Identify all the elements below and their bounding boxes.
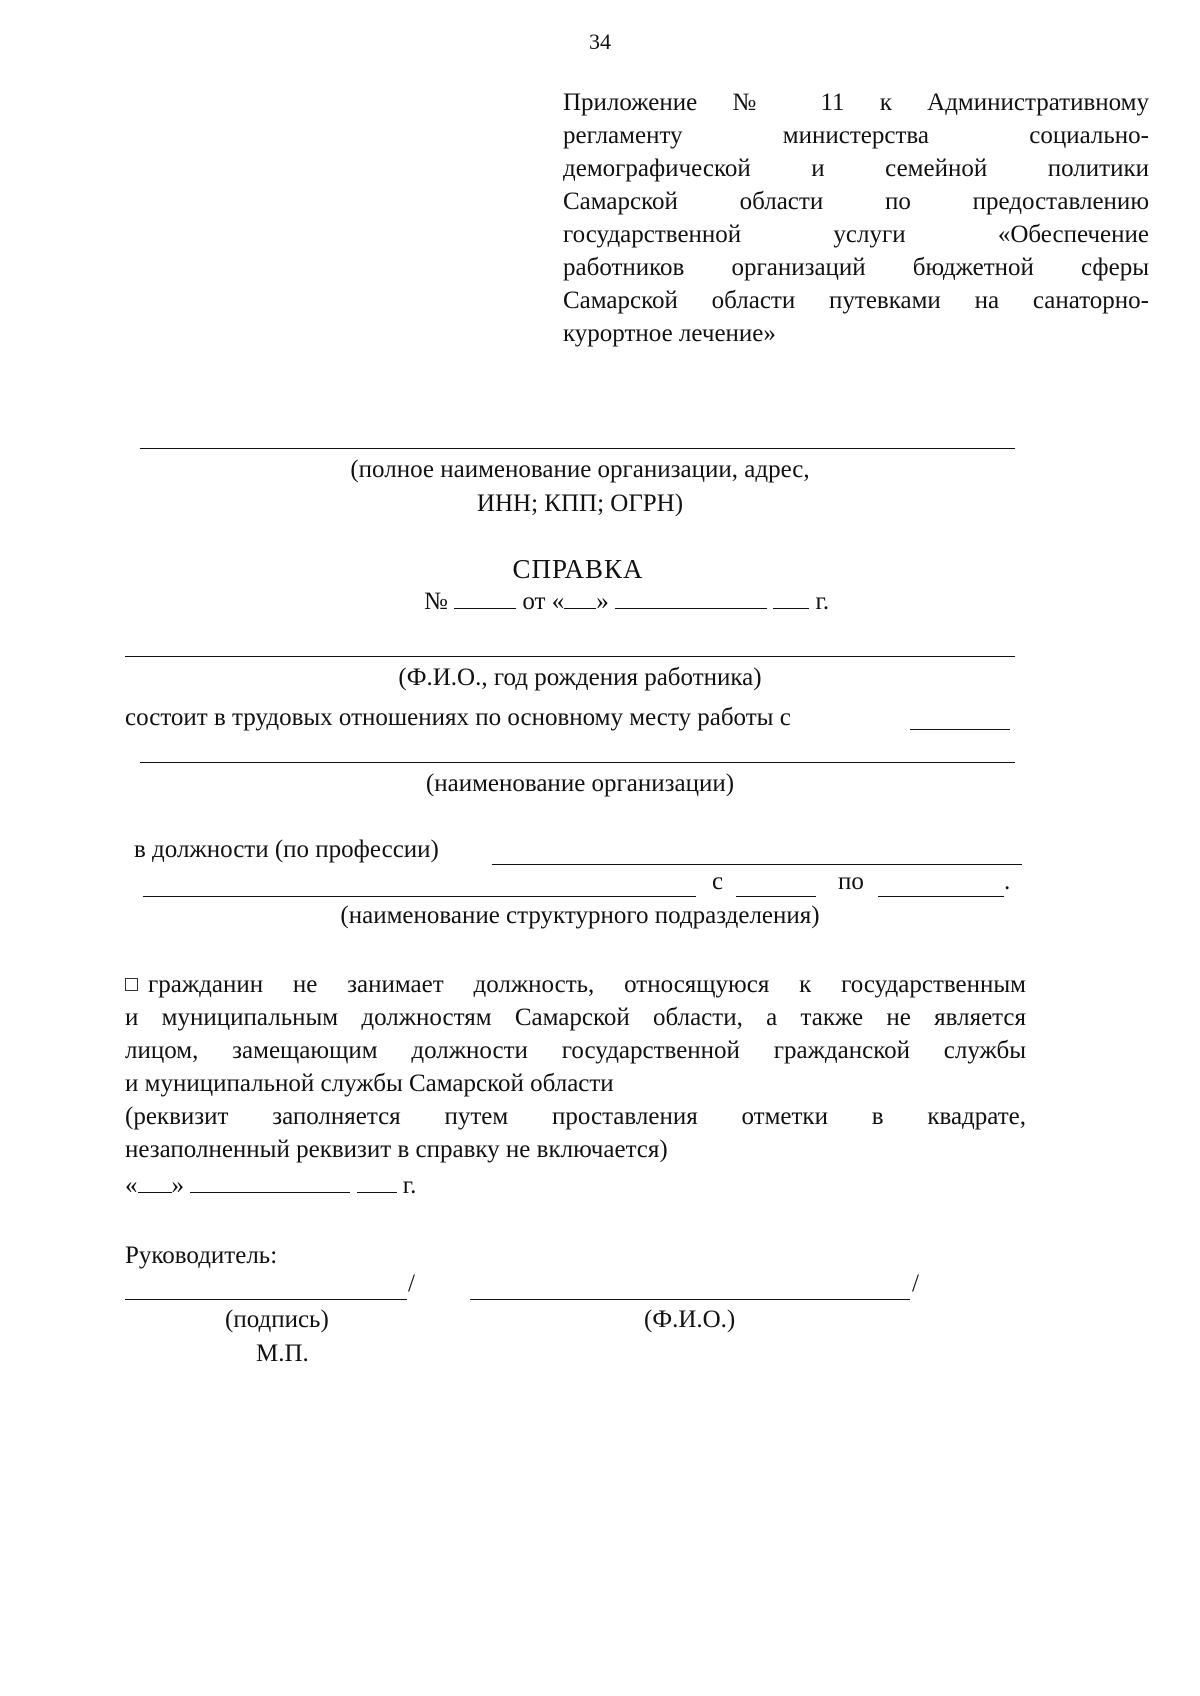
employment-text: состоит в трудовых отношениях по основному месту работы с (125, 704, 791, 731)
month-field[interactable] (615, 586, 767, 609)
org-caption-line2: ИНН; КПП; ОГРН) (476, 490, 684, 517)
stamp-label: М.П. (256, 1340, 309, 1367)
signature-caption: (подпись) (225, 1306, 329, 1333)
appendix-line: курортное лечение» (563, 320, 776, 347)
declaration-paragraph (125, 968, 1026, 1166)
from-label: от « (522, 588, 565, 615)
number-date-line (424, 586, 924, 618)
declaration-text: гражданин не занимает должность, относящуюся к государственным (148, 971, 1026, 998)
org-name-field-line[interactable] (140, 762, 1015, 763)
appendix-line: Самарской области путевками на санаторно- (563, 287, 1149, 314)
division-caption: (наименование структурного подразделения) (340, 902, 820, 929)
date-year-field[interactable] (357, 1170, 397, 1193)
fio-field-line[interactable] (125, 656, 1015, 657)
period-from-field[interactable] (736, 896, 816, 897)
period-from-label: с (712, 868, 724, 895)
position-field[interactable] (492, 864, 1022, 865)
appendix-line: демографической и семейной политики (563, 155, 1149, 182)
fio-sign-caption: (Ф.И.О.) (644, 1306, 736, 1333)
period-to-label: по (838, 868, 864, 895)
day-field[interactable] (564, 586, 596, 609)
checkbox-icon[interactable] (125, 978, 138, 991)
declaration-line (125, 968, 1026, 1001)
org-field-line[interactable] (140, 448, 1015, 449)
position-label: в должности (по профессии) (134, 836, 439, 863)
date-open: « (125, 1172, 138, 1199)
fio-sign-field[interactable] (470, 1299, 910, 1300)
appendix-line: регламенту министерства социально- (563, 122, 1149, 149)
declaration-line: и муниципальной службы Самарской области (125, 1070, 614, 1097)
page-number: 34 (589, 29, 611, 54)
org-name-caption: (наименование организации) (425, 770, 735, 797)
date-month-field[interactable] (190, 1170, 350, 1193)
org-caption-line1: (полное наименование организации, адрес, (350, 456, 810, 483)
head-label: Руководитель: (125, 1242, 278, 1269)
fio-slash: / (912, 1270, 919, 1297)
declaration-note: незаполненный реквизит в справку не включается) (125, 1136, 668, 1163)
document-title: СПРАВКА (512, 554, 644, 584)
appendix-line: государственной услуги «Обеспечение (563, 221, 1149, 248)
declaration-note: (реквизит заполняется путем проставления отметки в квадрате, (125, 1103, 1026, 1130)
appendix-header (563, 86, 1149, 350)
declaration-line: лицом, замещающим должности государственной гражданской службы (125, 1037, 1026, 1064)
fio-caption: (Ф.И.О., год рождения работника) (398, 664, 762, 691)
number-field[interactable] (454, 586, 516, 609)
quote-close: » (596, 588, 609, 615)
division-field[interactable] (143, 896, 696, 897)
declaration-line: и муниципальным должностям Самарской области, а также не является (125, 1004, 1026, 1031)
signature-field[interactable] (125, 1299, 407, 1300)
appendix-line: Самарской области по предоставлению (563, 188, 1149, 215)
start-date-field[interactable] (910, 729, 1010, 730)
appendix-line: Приложение № 11 к Административному (563, 89, 1149, 116)
year-field[interactable] (773, 586, 809, 609)
date-year-suffix: г. (402, 1172, 417, 1199)
date-close: » (171, 1172, 184, 1199)
appendix-line: работников организаций бюджетной сферы (563, 254, 1149, 281)
date-line (125, 1170, 416, 1202)
year-suffix: г. (815, 588, 830, 615)
signature-slash: / (408, 1270, 415, 1297)
period-to-field[interactable] (878, 896, 1004, 897)
period-end: . (1004, 868, 1011, 895)
number-label: № (424, 588, 448, 615)
date-day-field[interactable] (138, 1170, 172, 1193)
